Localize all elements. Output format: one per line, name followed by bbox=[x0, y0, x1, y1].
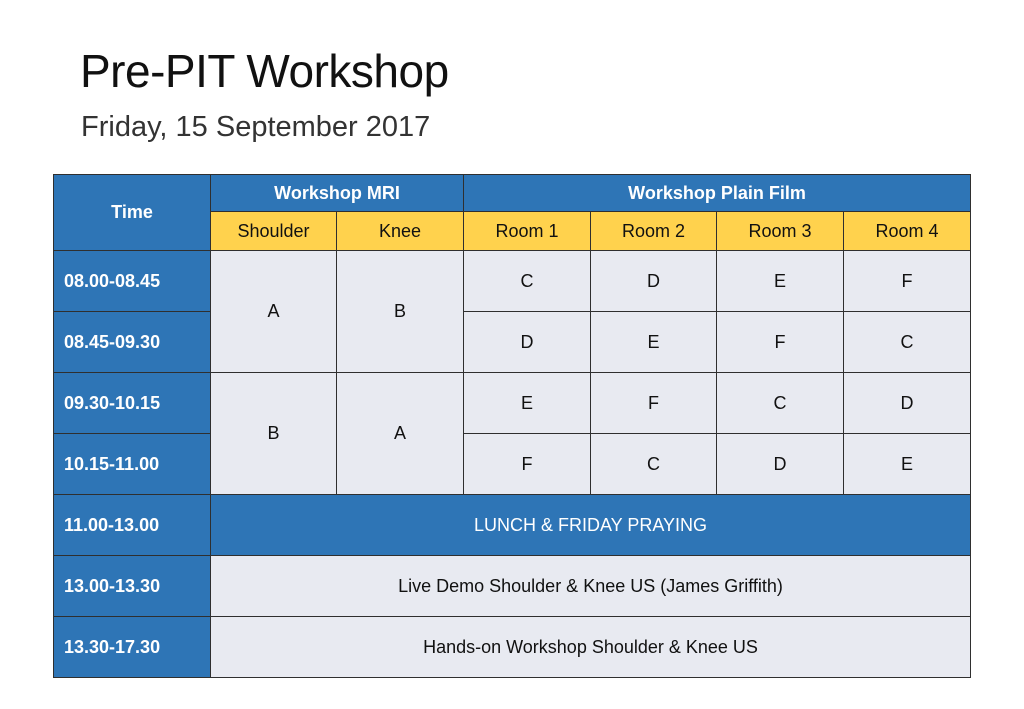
group-header-mri: Workshop MRI bbox=[211, 175, 464, 212]
time-cell: 10.15-11.00 bbox=[54, 434, 211, 495]
column-header-room-4: Room 4 bbox=[844, 212, 971, 251]
page-subtitle: Friday, 15 September 2017 bbox=[81, 111, 431, 143]
table-row bbox=[54, 251, 971, 312]
room-cell: C bbox=[717, 373, 844, 434]
lunch-row bbox=[54, 495, 971, 556]
header-row-groups bbox=[54, 175, 971, 212]
room-cell: E bbox=[717, 251, 844, 312]
room-cell: C bbox=[591, 434, 717, 495]
room-cell: D bbox=[844, 373, 971, 434]
room-cell: D bbox=[717, 434, 844, 495]
schedule-table bbox=[53, 174, 971, 678]
table-row bbox=[54, 434, 971, 495]
mri-shoulder-cell: A bbox=[211, 251, 337, 373]
handson-row bbox=[54, 617, 971, 678]
time-cell: 11.00-13.00 bbox=[54, 495, 211, 556]
room-cell: C bbox=[464, 251, 591, 312]
demo-row bbox=[54, 556, 971, 617]
room-cell: E bbox=[844, 434, 971, 495]
time-cell: 13.30-17.30 bbox=[54, 617, 211, 678]
room-cell: E bbox=[591, 312, 717, 373]
column-header-room-1: Room 1 bbox=[464, 212, 591, 251]
mri-knee-cell: B bbox=[337, 251, 464, 373]
column-header-room-2: Room 2 bbox=[591, 212, 717, 251]
room-cell: C bbox=[844, 312, 971, 373]
mri-shoulder-cell: B bbox=[211, 373, 337, 495]
group-header-plain-film: Workshop Plain Film bbox=[464, 175, 971, 212]
room-cell: E bbox=[464, 373, 591, 434]
room-cell: D bbox=[591, 251, 717, 312]
column-header-room-3: Room 3 bbox=[717, 212, 844, 251]
handson-label: Hands-on Workshop Shoulder & Knee US bbox=[211, 617, 971, 678]
room-cell: F bbox=[591, 373, 717, 434]
time-cell: 09.30-10.15 bbox=[54, 373, 211, 434]
table-row bbox=[54, 373, 971, 434]
room-cell: D bbox=[464, 312, 591, 373]
column-header-knee: Knee bbox=[337, 212, 464, 251]
column-header-shoulder: Shoulder bbox=[211, 212, 337, 251]
time-cell: 13.00-13.30 bbox=[54, 556, 211, 617]
page-title: Pre-PIT Workshop bbox=[80, 45, 449, 97]
mri-knee-cell: A bbox=[337, 373, 464, 495]
time-cell: 08.00-08.45 bbox=[54, 251, 211, 312]
room-cell: F bbox=[464, 434, 591, 495]
lunch-label: LUNCH & FRIDAY PRAYING bbox=[211, 495, 971, 556]
time-header: Time bbox=[54, 175, 211, 251]
room-cell: F bbox=[844, 251, 971, 312]
room-cell: F bbox=[717, 312, 844, 373]
demo-label: Live Demo Shoulder & Knee US (James Griffith) bbox=[211, 556, 971, 617]
time-cell: 08.45-09.30 bbox=[54, 312, 211, 373]
table-row bbox=[54, 312, 971, 373]
